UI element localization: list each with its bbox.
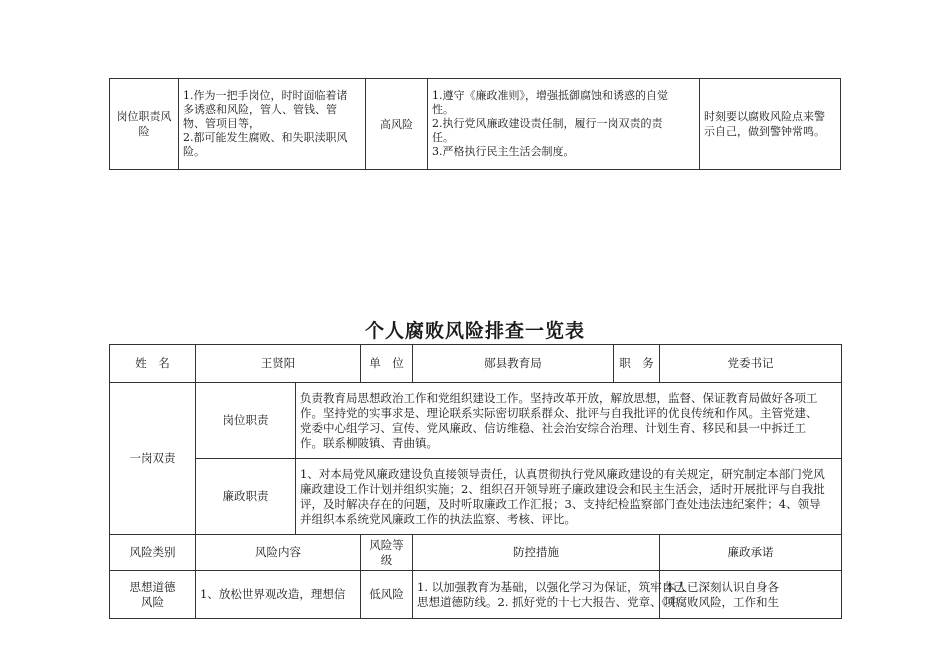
risk-measures-cell: 1.遵守《廉政准则》，增强抵御腐蚀和诱惑的自觉 性。 2.执行党风廉政建设责任制，履行一岗双责的责 任。 3.严格执行民主生活会制度。: [428, 79, 700, 170]
risk-table: [109, 344, 842, 619]
risk-promise-cell: 时刻要以腐败风险点来警 示自己，做到警钟常鸣。: [700, 79, 841, 170]
name-value: 王贤阳: [196, 345, 361, 383]
unit-label: 单 位: [361, 345, 413, 383]
header-measures: 防控措施: [413, 535, 660, 571]
risk-content-cell: 1、放松世界观改造，理想信: [196, 571, 361, 619]
name-label: 姓 名: [110, 345, 196, 383]
clean-duty-text: 1、对本局党风廉政建设负直接领导责任，认真贯彻执行党风廉政建设的有关规定，研究制定本部门党风 廉政建设工作计划并组织实施；2、组织召开领导班子廉政建设会和民主生活会，适时开展批评与自我批 评，及时解决存在的问题，及时听取廉政工作汇报；3、支持纪检监察部门查处违法违纪案件；4、领导 并组织本系统党风廉政工作的执法监察、考核、评比。: [296, 459, 842, 535]
risk-level-cell: 低风险: [361, 571, 413, 619]
page-title: 个人腐败风险排查一览表: [364, 320, 585, 342]
risk-level-cell: 高风险: [366, 79, 428, 170]
post-label: 职 务: [614, 345, 660, 383]
risk-type-cell: 思想道德 风险: [110, 571, 196, 619]
header-risk-type: 风险类别: [110, 535, 196, 571]
risk-promise-cell: 本人已深刻认识自身各 项腐败风险，工作和生: [660, 571, 842, 619]
duties-group-label: 一岗双责: [110, 383, 196, 535]
job-duty-label: 岗位职责: [196, 383, 296, 459]
job-duty-text: 负责教育局思想政治工作和党组织建设工作。坚持改革开放，解放思想，监督、保证教育局做好各项工 作。坚持党的实事求是、理论联系实际密切联系群众、批评与自我批评的优良传统和作风。主管党建、 党委中心组学习、宣传、党风廉政、信访维稳、社会治安综合治理、计划生育、移民和县一中拆迁工 作。联系柳陂镇、青曲镇。: [296, 383, 842, 459]
clean-duty-label: 廉政职责: [196, 459, 296, 535]
header-risk-content: 风险内容: [196, 535, 361, 571]
header-promise: 廉政承诺: [660, 535, 842, 571]
risk-content-cell: 1.作为一把手岗位，时时面临着诸 多诱惑和风险，管人、管钱、管 物、管项目等， 2.都可能发生腐败、和失职渎职风 险。: [179, 79, 366, 170]
unit-value: 郧县教育局: [413, 345, 614, 383]
header-risk-level: 风险等级: [361, 535, 413, 571]
risk-category-cell: 岗位职责风险: [110, 79, 179, 170]
post-value: 党委书记: [660, 345, 842, 383]
risk-table-continuation: [109, 78, 841, 170]
risk-measures-cell: 1. 以加强教育为基础，以强化学习为保证，筑牢自己 思想道德防线。2. 抓好党的十七大报告、党章、《中: [413, 571, 660, 619]
